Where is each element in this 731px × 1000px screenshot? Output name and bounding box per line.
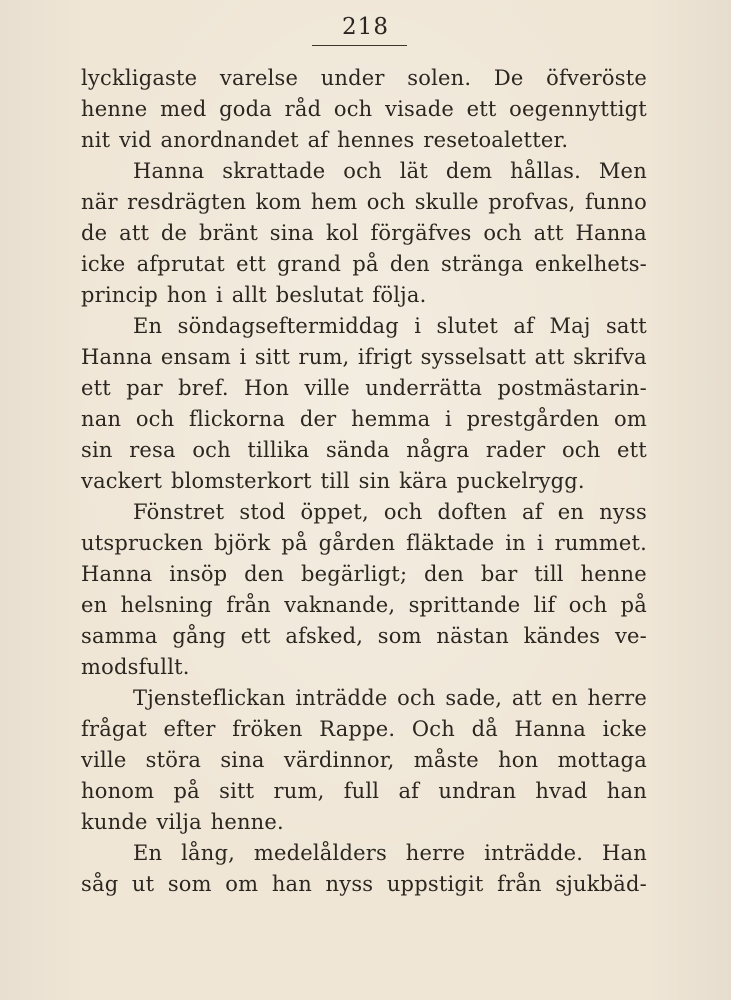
word: till bbox=[534, 562, 564, 586]
word: vaknande, bbox=[284, 593, 396, 617]
text-line bbox=[81, 590, 647, 621]
word: helsning bbox=[120, 593, 213, 617]
word: störa bbox=[145, 748, 202, 772]
word: ve- bbox=[614, 624, 647, 648]
word: beslutat bbox=[275, 283, 364, 307]
text-line bbox=[81, 373, 647, 404]
header-rule bbox=[312, 45, 407, 46]
word: anordnandet bbox=[160, 128, 299, 152]
word: en bbox=[551, 686, 578, 710]
word: af bbox=[513, 314, 535, 338]
word: En bbox=[133, 314, 163, 338]
word: på bbox=[620, 593, 647, 617]
word: frågat bbox=[81, 717, 147, 741]
word: satt bbox=[605, 314, 647, 338]
text-line bbox=[81, 559, 647, 590]
word: björk bbox=[214, 531, 271, 555]
word: Rappe. bbox=[319, 717, 396, 741]
text-line bbox=[81, 342, 647, 373]
word: den bbox=[389, 252, 430, 276]
text-line bbox=[81, 807, 647, 838]
word: ville bbox=[304, 376, 350, 400]
word: De bbox=[493, 66, 524, 90]
word: då bbox=[471, 717, 498, 741]
word: herre bbox=[587, 686, 647, 710]
word: uppstigit bbox=[386, 872, 484, 896]
text-line bbox=[81, 776, 647, 807]
word: kära bbox=[399, 469, 448, 493]
word: nyss bbox=[599, 500, 647, 524]
word: i bbox=[215, 283, 223, 307]
word: solen. bbox=[407, 66, 472, 90]
word: sysselsatt bbox=[420, 345, 527, 369]
word: efter bbox=[163, 717, 216, 741]
word: oegennyttigt bbox=[509, 97, 647, 121]
word: bränt bbox=[199, 221, 258, 245]
word: slutet bbox=[436, 314, 499, 338]
word: ett bbox=[81, 376, 111, 400]
word: kol bbox=[325, 221, 359, 245]
word: resa bbox=[129, 438, 176, 462]
word: den bbox=[424, 562, 465, 586]
word: sin bbox=[81, 438, 113, 462]
word: han bbox=[271, 872, 312, 896]
word: ville bbox=[81, 748, 127, 772]
word: doften bbox=[437, 500, 507, 524]
word: vilja bbox=[156, 810, 202, 834]
word: begärligt; bbox=[300, 562, 408, 586]
word: profvas, bbox=[488, 190, 576, 214]
word: modsfullt. bbox=[81, 655, 190, 679]
word: Men bbox=[598, 159, 647, 183]
word: och bbox=[343, 159, 382, 183]
word: måste bbox=[413, 748, 479, 772]
word: en bbox=[81, 593, 108, 617]
word: att bbox=[534, 345, 565, 369]
text-line bbox=[81, 652, 647, 683]
word: på bbox=[352, 252, 379, 276]
word: puckelrygg. bbox=[456, 469, 585, 493]
word: kom bbox=[255, 190, 302, 214]
word: herre bbox=[405, 841, 466, 865]
word: hållas. bbox=[510, 159, 581, 183]
word: bar bbox=[480, 562, 518, 586]
text-line bbox=[81, 187, 647, 218]
word: och bbox=[135, 407, 175, 431]
text-line bbox=[81, 528, 647, 559]
word: skrattade bbox=[222, 159, 326, 183]
word: sända bbox=[325, 438, 390, 462]
text-line bbox=[81, 280, 647, 311]
word: tillika bbox=[247, 438, 310, 462]
word: underrätta bbox=[365, 376, 483, 400]
word: såg bbox=[81, 872, 119, 896]
word: sprittande bbox=[408, 593, 521, 617]
word: öppet, bbox=[300, 500, 369, 524]
word: samma bbox=[81, 624, 158, 648]
text-line bbox=[81, 435, 647, 466]
word: sitt bbox=[219, 779, 255, 803]
word: nyss bbox=[325, 872, 374, 896]
word: nan bbox=[81, 407, 122, 431]
word: och bbox=[383, 500, 423, 524]
word: rum, bbox=[298, 345, 350, 369]
word: öfveröste bbox=[546, 66, 647, 90]
word: rum, bbox=[273, 779, 325, 803]
word: sin bbox=[358, 469, 391, 493]
word: Och bbox=[411, 717, 455, 741]
text-line bbox=[81, 838, 647, 869]
word: de bbox=[81, 221, 108, 245]
word: att bbox=[533, 221, 564, 245]
word: på bbox=[173, 779, 200, 803]
word: dem bbox=[445, 159, 493, 183]
word: blomsterkort bbox=[171, 469, 312, 493]
word: henne bbox=[81, 97, 148, 121]
word: icke bbox=[81, 252, 126, 276]
word: till bbox=[320, 469, 350, 493]
word: och bbox=[366, 190, 406, 214]
word: stränga bbox=[441, 252, 524, 276]
word: vid bbox=[119, 128, 152, 152]
text-line bbox=[81, 869, 647, 900]
text-line bbox=[81, 497, 647, 528]
word: ensam bbox=[160, 345, 232, 369]
word: i bbox=[414, 314, 422, 338]
word: skulle bbox=[414, 190, 479, 214]
word: Hanna bbox=[514, 717, 586, 741]
text-line bbox=[81, 63, 647, 94]
word: hvad bbox=[535, 779, 588, 803]
word: hon bbox=[498, 748, 539, 772]
body-text bbox=[81, 63, 647, 900]
word: ett bbox=[240, 624, 271, 648]
word: om bbox=[225, 872, 259, 896]
word: och bbox=[561, 438, 601, 462]
word: honom bbox=[81, 779, 155, 803]
word: fläktade bbox=[406, 531, 495, 555]
word: par bbox=[126, 376, 163, 400]
text-line bbox=[81, 94, 647, 125]
word: henne bbox=[580, 562, 647, 586]
text-line bbox=[81, 218, 647, 249]
word: inträdde bbox=[295, 686, 388, 710]
word: lyckligaste bbox=[81, 66, 198, 90]
word: sjukbäd- bbox=[555, 872, 647, 896]
text-line bbox=[81, 249, 647, 280]
word: grand bbox=[277, 252, 342, 276]
word: som bbox=[167, 872, 212, 896]
word: hem bbox=[310, 190, 358, 214]
word: sitt bbox=[254, 345, 291, 369]
word: gården bbox=[318, 531, 396, 555]
word: medelålders bbox=[253, 841, 387, 865]
word: att bbox=[511, 686, 542, 710]
word: lång, bbox=[181, 841, 236, 865]
word: af bbox=[522, 500, 543, 524]
word: ut bbox=[131, 872, 155, 896]
word: Hanna bbox=[81, 562, 153, 586]
text-line bbox=[81, 404, 647, 435]
word: rader bbox=[485, 438, 546, 462]
word: visade bbox=[385, 97, 454, 121]
word: sina bbox=[220, 748, 265, 772]
word: af bbox=[398, 779, 420, 803]
word: Hon bbox=[244, 376, 290, 400]
word: afprutat bbox=[136, 252, 225, 276]
word: resetoaletter. bbox=[423, 128, 569, 152]
word: gång bbox=[172, 624, 227, 648]
word: Hanna bbox=[133, 159, 205, 183]
word: in bbox=[505, 531, 526, 555]
word: insöp bbox=[169, 562, 228, 586]
word: de bbox=[160, 221, 188, 245]
word: rummet. bbox=[554, 531, 647, 555]
word: af bbox=[307, 128, 329, 152]
text-line bbox=[81, 311, 647, 342]
word: råd bbox=[284, 97, 322, 121]
word: Hanna bbox=[81, 345, 153, 369]
word: Maj bbox=[549, 314, 591, 338]
word: funno bbox=[584, 190, 647, 214]
word: Tjensteflickan bbox=[133, 686, 286, 710]
word: goda bbox=[219, 97, 272, 121]
word: den bbox=[244, 562, 285, 586]
word: om bbox=[614, 407, 647, 431]
word: sade, bbox=[445, 686, 503, 710]
word: inträdde. bbox=[484, 841, 584, 865]
word: hennes bbox=[337, 128, 415, 152]
word: varelse bbox=[219, 66, 299, 90]
word: princip bbox=[81, 283, 159, 307]
word: söndagseftermiddag bbox=[177, 314, 399, 338]
word: som bbox=[377, 624, 422, 648]
word: En bbox=[133, 841, 163, 865]
word: stod bbox=[239, 500, 286, 524]
word: kändes bbox=[523, 624, 601, 648]
word: under bbox=[320, 66, 385, 90]
word: nästan bbox=[436, 624, 509, 648]
word: undran bbox=[438, 779, 517, 803]
word: full bbox=[343, 779, 380, 803]
word: några bbox=[406, 438, 470, 462]
word: ett bbox=[617, 438, 647, 462]
word: ifrigt bbox=[357, 345, 413, 369]
word: och bbox=[333, 97, 373, 121]
word: hemma bbox=[351, 407, 431, 431]
word: postmästarin- bbox=[497, 376, 647, 400]
word: i bbox=[239, 345, 247, 369]
word: att bbox=[119, 221, 150, 245]
word: ett bbox=[466, 97, 497, 121]
word: Hanna bbox=[575, 221, 647, 245]
word: en bbox=[557, 500, 585, 524]
word: han bbox=[606, 779, 647, 803]
text-line bbox=[81, 621, 647, 652]
word: allt bbox=[231, 283, 267, 307]
word: resdrägten bbox=[127, 190, 247, 214]
word: fröken bbox=[232, 717, 303, 741]
word: mottaga bbox=[557, 748, 647, 772]
word: lät bbox=[399, 159, 428, 183]
text-line bbox=[81, 745, 647, 776]
word: i bbox=[445, 407, 452, 431]
word: bref. bbox=[178, 376, 229, 400]
word: hon bbox=[166, 283, 208, 307]
word: skrifva bbox=[573, 345, 647, 369]
word: prestgården bbox=[466, 407, 600, 431]
text-line bbox=[81, 156, 647, 187]
text-line bbox=[81, 714, 647, 745]
word: sina bbox=[269, 221, 315, 245]
text-line bbox=[81, 466, 647, 497]
word: henne. bbox=[210, 810, 284, 834]
word: ett bbox=[236, 252, 266, 276]
word: och bbox=[397, 686, 436, 710]
word: från bbox=[226, 593, 271, 617]
word: i bbox=[536, 531, 544, 555]
word: förgäfves bbox=[370, 221, 472, 245]
word: från bbox=[497, 872, 542, 896]
word: och bbox=[568, 593, 608, 617]
word: och bbox=[192, 438, 231, 462]
word: lif bbox=[533, 593, 556, 617]
word: och bbox=[483, 221, 522, 245]
word: följa. bbox=[372, 283, 427, 307]
word: när bbox=[81, 190, 118, 214]
word: värdinnor, bbox=[283, 748, 395, 772]
text-line bbox=[81, 683, 647, 714]
word: Fönstret bbox=[133, 500, 225, 524]
text-line bbox=[81, 125, 647, 156]
word: Han bbox=[602, 841, 647, 865]
word: enkelhets- bbox=[534, 252, 647, 276]
word: der bbox=[299, 407, 337, 431]
word: flickorna bbox=[189, 407, 286, 431]
word: nit bbox=[81, 128, 111, 152]
word: på bbox=[281, 531, 308, 555]
word: kunde bbox=[81, 810, 148, 834]
word: vackert bbox=[81, 469, 163, 493]
word: afsked, bbox=[285, 624, 364, 648]
word: icke bbox=[602, 717, 647, 741]
word: med bbox=[160, 97, 207, 121]
word: utsprucken bbox=[81, 531, 204, 555]
page-number: 218 bbox=[342, 14, 389, 40]
